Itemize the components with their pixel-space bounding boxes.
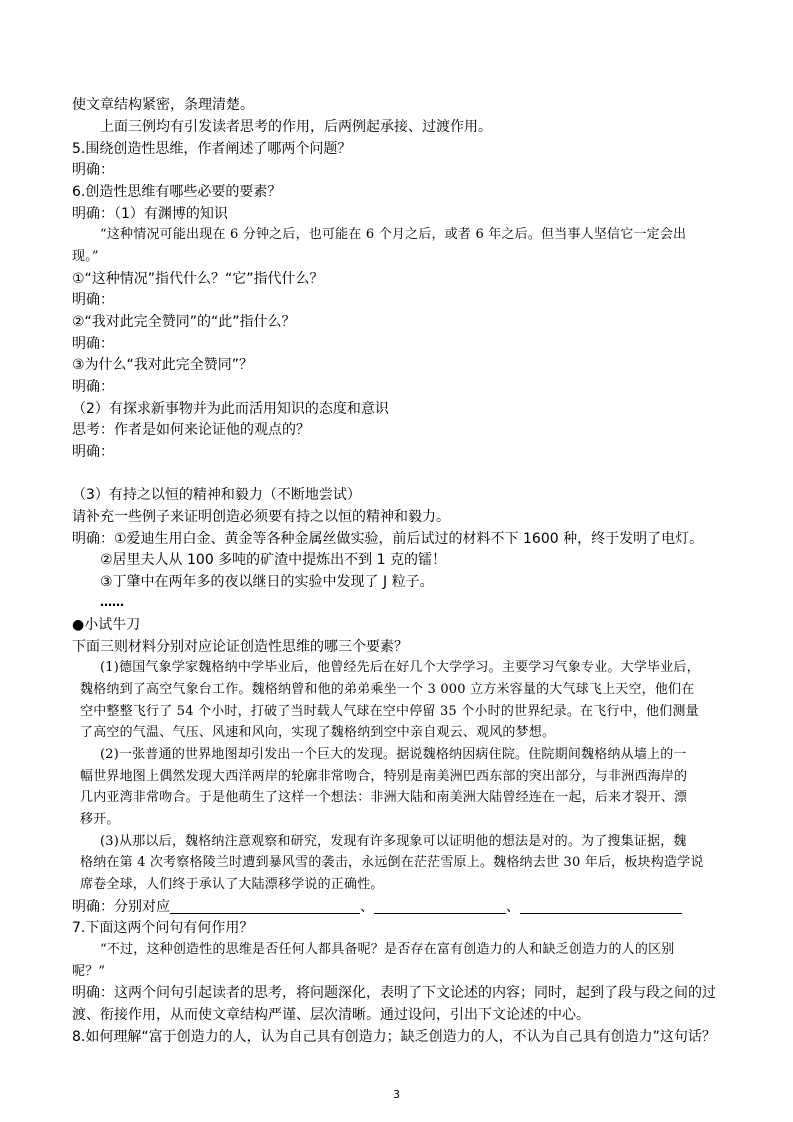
sub-question: ②“我对此完全赞同”的“此”指什么？: [72, 314, 296, 330]
text-line: （2）有探求新事物并为此而活用知识的态度和意识: [72, 401, 389, 417]
text-line: 上面三例均有引发读者思考的作用，后两例起承接、过渡作用。: [100, 119, 492, 135]
answer-line: 明确：（1）有渊博的知识: [72, 206, 228, 222]
passage-line: 幅世界地图上偶然发现大西洋两岸的轮廓非常吻合，特别是南美洲巴西东部的突出部分，与非洲西海岸的: [80, 769, 688, 784]
text-line: 思考：作者是如何来论证他的观点的？: [72, 422, 310, 438]
passage-line: 几内亚湾非常吻合。于是他萌生了这样一个想法：非洲大陆和南美洲大陆曾经连在一起，后来才裂开、漂: [80, 790, 688, 805]
passage-line: 格纳在第 4 次考察格陵兰时遭到暴风雪的袭击，永远倒在茫茫雪原上。魏格纳去世 30 年后，板块构造学说: [80, 855, 704, 870]
text-line: 下面三则材料分别对应论证创造性思维的哪三个要素？: [72, 639, 408, 655]
answer-line: 明确：这两个问句引起读者的思考，将问题深化，表明了下文论述的内容；同时，起到了段与段之间的过: [72, 985, 716, 1001]
question-7: 7.下面这两个问句有何作用？: [72, 920, 254, 936]
answer-label: 明确：分别对应: [72, 899, 170, 915]
quote-line: 呢？”: [72, 964, 106, 979]
passage-line: 空中整整飞行了 54 个小时，打破了当时载人气球在空中停留 35 个小时的世界纪录。在飞行中，他们测量: [80, 704, 699, 719]
answer-line: 渡、衔接作用，从而使文章结构严谨、层次清晰。通过设问，引出下文论述的中心。: [72, 1007, 590, 1023]
answer-line: 明确：①爱迪生用白金、黄金等各种金属丝做实验，前后试过的材料不下 1600 种，终于发明了电灯。: [72, 531, 704, 547]
separator: 、: [360, 899, 374, 915]
text-line: 使文章结构紧密，条理清楚。: [72, 97, 254, 113]
quote-line: 现。”: [72, 249, 99, 264]
text-line: 请补充一些例子来证明创造必须要有持之以恒的精神和毅力。: [72, 509, 450, 525]
answer-blank-2[interactable]: [374, 899, 506, 914]
question-5: 5.围绕创造性思维，作者阐述了哪两个问题？: [72, 141, 352, 157]
answer-blanks-line: [72, 898, 682, 916]
answer-label: 明确：: [72, 444, 114, 460]
sub-question: ①“这种情况”指代什么？“它”指代什么？: [72, 271, 324, 287]
answer-label: 明确：: [72, 336, 114, 352]
answer-line: ②居里夫人从 100 多吨的矿渣中提炼出不到 1 克的镭！: [100, 552, 446, 568]
passage-line: 席卷全球，人们终于承认了大陆漂移学说的正确性。: [80, 877, 384, 892]
answer-label: 明确：: [72, 379, 114, 395]
passage-line: 了高空的气温、气压、风速和风向，实现了魏格纳到空中亲自观云、观风的梦想。: [80, 725, 556, 740]
answer-blank-3[interactable]: [520, 899, 682, 914]
quote-line: “这种情况可能出现在 6 分钟之后，也可能在 6 个月之后，或者 6 年之后。但当事人坚信它一定会出: [100, 227, 687, 242]
answer-blank-1[interactable]: [170, 899, 360, 914]
sub-question: ③为什么“我对此完全赞同”？: [72, 357, 254, 373]
text-line: （3）有持之以恒的精神和毅力（不断地尝试）: [72, 487, 361, 503]
question-8: 8.如何理解“富于创造力的人，认为自己具有创造力；缺乏创造力的人，不认为自己具有创造力”这句话？: [72, 1029, 716, 1045]
passage-line: (3)从那以后，魏格纳注意观察和研究，发现有许多现象可以证明他的想法是对的。为了搜集证据，魏: [100, 834, 687, 849]
page-number: 3: [393, 1088, 400, 1101]
passage-line: (1)德国气象学家魏格纳中学毕业后，他曾经先后在好几个大学学习。主要学习气象专业。大学毕业后，: [100, 660, 700, 675]
answer-label: 明确：: [72, 292, 114, 308]
passage-line: 移开。: [80, 812, 120, 827]
ellipsis: ……: [100, 595, 124, 609]
section-heading: ●小试牛刀: [72, 617, 141, 633]
passage-line: 魏格纳到了高空气象台工作。魏格纳曾和他的弟弟乘坐一个 3 000 立方米容量的大气球飞上天空，他们在: [80, 682, 695, 697]
quote-line: “不过，这种创造性的思维是否任何人都具备呢？是否存在富有创造力的人和缺乏创造力的人的区别: [100, 942, 675, 957]
passage-line: (2)一张普通的世界地图却引发出一个巨大的发现。据说魏格纳因病住院。住院期间魏格纳从墙上的一: [100, 747, 687, 762]
question-6: 6.创造性思维有哪些必要的要素？: [72, 184, 282, 200]
answer-line: ③丁肇中在两年多的夜以继日的实验中发现了 J 粒子。: [100, 574, 434, 590]
answer-label: 明确：: [72, 162, 114, 178]
separator: 、: [506, 899, 520, 915]
